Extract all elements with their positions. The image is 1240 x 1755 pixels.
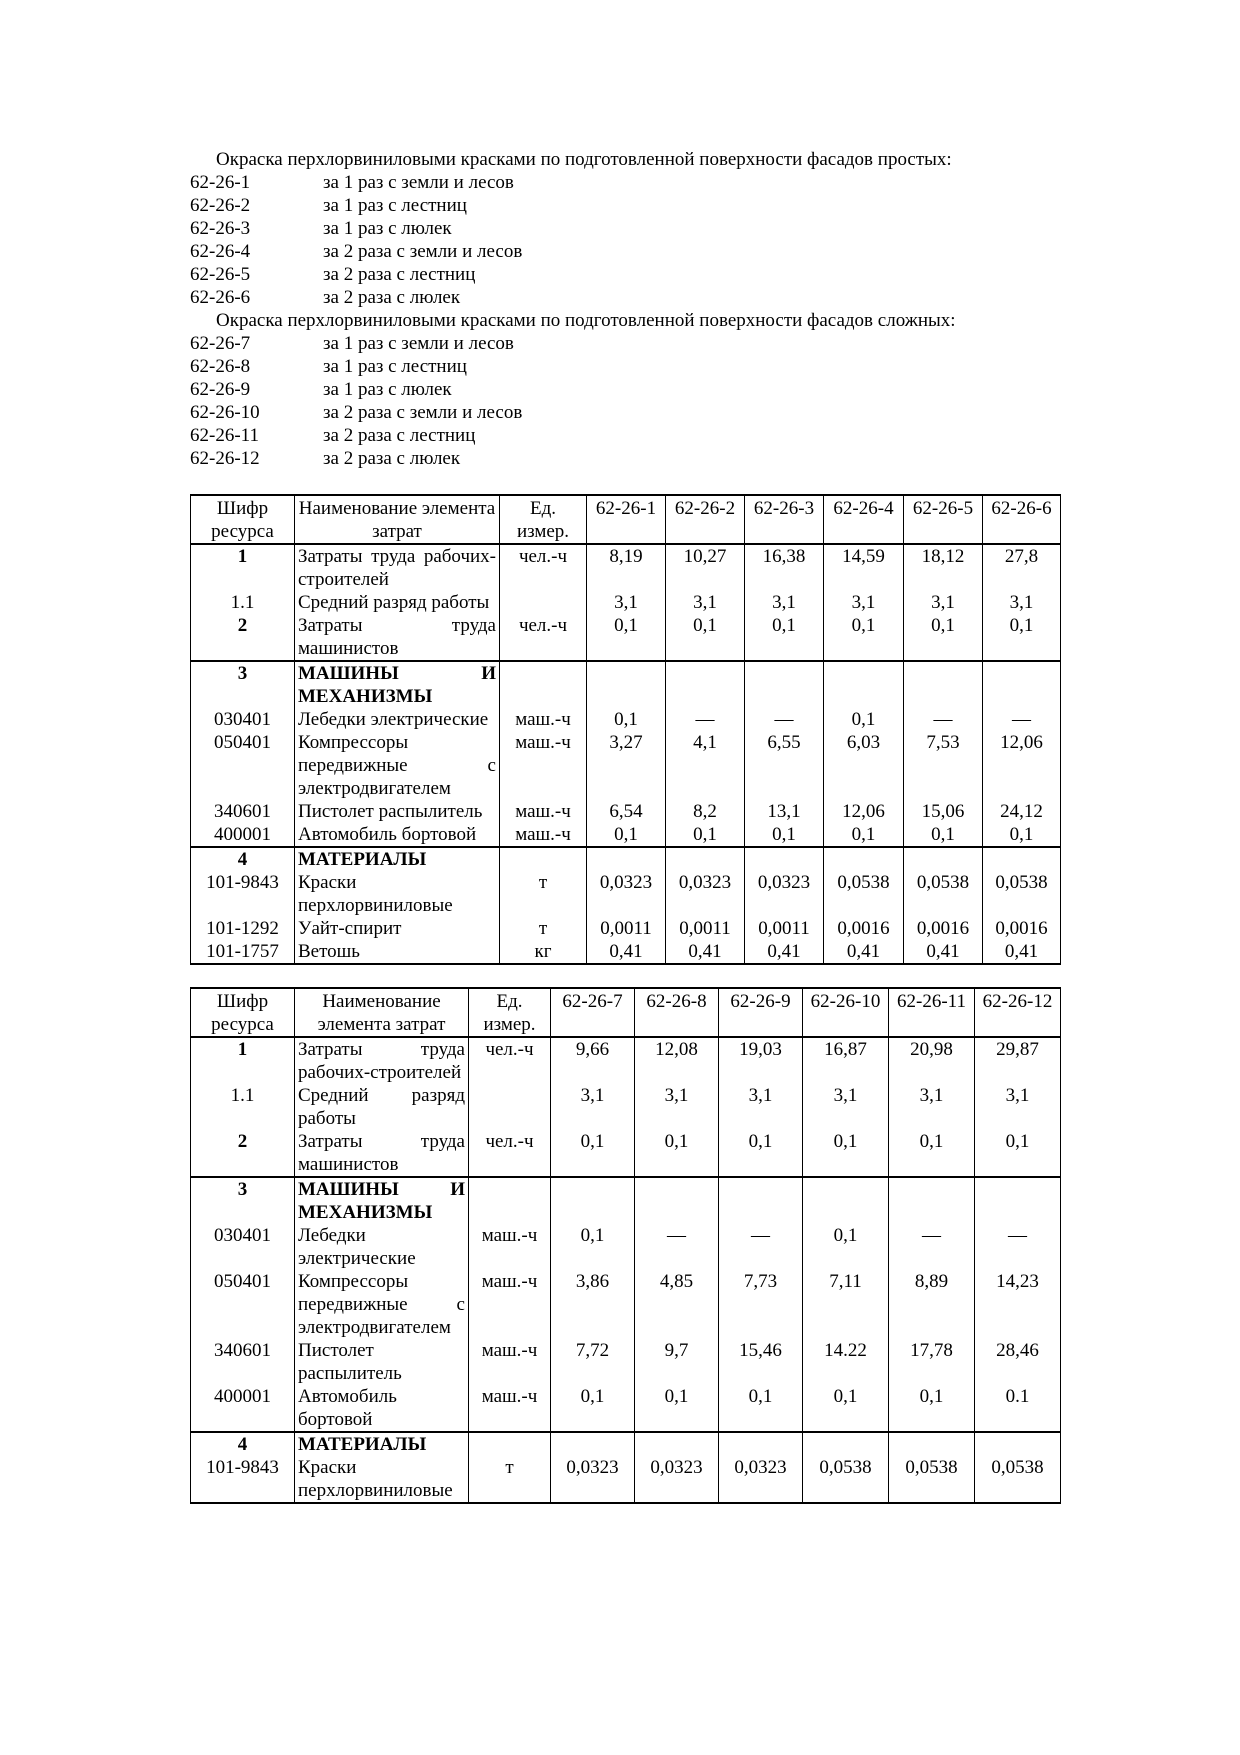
list-item — [190, 447, 1060, 470]
row-value: 3,1 — [551, 1084, 635, 1130]
row-value: 3,86 — [551, 1270, 635, 1339]
row-value: 0,0538 — [904, 871, 983, 917]
table-body — [191, 1037, 1061, 1503]
row-unit — [500, 591, 587, 614]
row-value — [824, 661, 904, 708]
header-column: 62-26-3 — [745, 495, 824, 544]
row-value: 0,0016 — [904, 917, 983, 940]
row-name: Компрессоры передвижные с электродвигателем — [295, 731, 500, 800]
row-value: 8,19 — [587, 544, 666, 591]
row-value: 0,1 — [587, 823, 666, 847]
row-value: 0,0016 — [824, 917, 904, 940]
table-row — [191, 544, 1061, 591]
item-code: 62-26-11 — [190, 425, 259, 446]
table-row — [191, 1084, 1061, 1130]
row-unit: т — [500, 917, 587, 940]
item-code: 62-26-10 — [190, 402, 260, 423]
row-value: 7,53 — [904, 731, 983, 800]
row-value: 0,1 — [635, 1385, 719, 1432]
item-text: за 2 раза с люлек — [323, 448, 461, 469]
row-unit — [469, 1084, 551, 1130]
item-text: за 1 раз с земли и лесов — [323, 333, 514, 354]
row-value: 15,46 — [719, 1339, 803, 1385]
row-value — [904, 847, 983, 871]
table-row — [191, 1270, 1061, 1339]
header-name: Наименование элемента затрат — [295, 988, 469, 1037]
table-row — [191, 708, 1061, 731]
header-column: 62-26-12 — [975, 988, 1061, 1037]
row-unit: маш.-ч — [469, 1270, 551, 1339]
row-value — [975, 1432, 1061, 1456]
row-value: 0.1 — [975, 1385, 1061, 1432]
header-column: 62-26-4 — [824, 495, 904, 544]
row-value: 0,41 — [824, 940, 904, 964]
resource-table-simple — [190, 494, 1061, 965]
row-value — [587, 847, 666, 871]
table-row — [191, 1224, 1061, 1270]
row-value: 3,1 — [803, 1084, 889, 1130]
row-value: 0,0538 — [824, 871, 904, 917]
row-name: МАШИНЫ И МЕХАНИЗМЫ — [295, 1177, 469, 1224]
row-value — [551, 1177, 635, 1224]
row-value: 3,1 — [635, 1084, 719, 1130]
list-item — [190, 171, 1060, 194]
row-value: 0,1 — [587, 708, 666, 731]
row-value: 17,78 — [889, 1339, 975, 1385]
row-unit: чел.-ч — [500, 544, 587, 591]
row-value: 3,1 — [666, 591, 745, 614]
header-code: Шифр ресурса — [191, 495, 295, 544]
item-code: 62-26-7 — [190, 333, 251, 354]
item-code: 62-26-1 — [190, 172, 251, 193]
row-name: Затраты труда машинистов — [295, 1130, 469, 1177]
row-value — [803, 1432, 889, 1456]
row-value: 0,0538 — [983, 871, 1061, 917]
row-value: 0,1 — [889, 1385, 975, 1432]
code-list-simple — [190, 171, 1060, 309]
table-row — [191, 1037, 1061, 1084]
row-value — [803, 1177, 889, 1224]
item-code: 62-26-6 — [190, 287, 251, 308]
row-value: 20,98 — [889, 1037, 975, 1084]
row-value: 9,7 — [635, 1339, 719, 1385]
item-code: 62-26-4 — [190, 241, 251, 262]
item-text: за 2 раза с лестниц — [323, 425, 476, 446]
row-value: 0,41 — [904, 940, 983, 964]
row-value: 10,27 — [666, 544, 745, 591]
row-code: 101-1292 — [191, 917, 295, 940]
row-name: Лебедки электрические — [295, 708, 500, 731]
row-unit: маш.-ч — [469, 1339, 551, 1385]
row-value: 0,1 — [803, 1224, 889, 1270]
table-row — [191, 661, 1061, 708]
item-text: за 2 раза с люлек — [323, 287, 461, 308]
row-value: 6,55 — [745, 731, 824, 800]
row-name: Затраты труда рабочих-строителей — [295, 1037, 469, 1084]
row-unit: маш.-ч — [469, 1224, 551, 1270]
list-item — [190, 378, 1060, 401]
row-value: 12,08 — [635, 1037, 719, 1084]
row-code: 1 — [191, 544, 295, 591]
row-value: 18,12 — [904, 544, 983, 591]
row-value: 7,11 — [803, 1270, 889, 1339]
row-value — [635, 1432, 719, 1456]
row-code: 340601 — [191, 1339, 295, 1385]
row-value: 0,1 — [824, 708, 904, 731]
list-item — [190, 263, 1060, 286]
table-row — [191, 1130, 1061, 1177]
row-value: 0,41 — [666, 940, 745, 964]
row-value: 3,1 — [719, 1084, 803, 1130]
row-code: 030401 — [191, 708, 295, 731]
table-row — [191, 614, 1061, 661]
row-unit — [500, 847, 587, 871]
section-title-complex: Окраска перхлорвиниловыми красками по подготовленной поверхности фасадов сложных: — [216, 310, 956, 331]
row-name: Средний разряд работы — [295, 591, 500, 614]
row-value: 0,1 — [551, 1130, 635, 1177]
table-row — [191, 917, 1061, 940]
row-code: 1 — [191, 1037, 295, 1084]
row-value: — — [666, 708, 745, 731]
row-unit: кг — [500, 940, 587, 964]
row-unit — [469, 1432, 551, 1456]
row-value: 0,0323 — [587, 871, 666, 917]
row-value: 0,1 — [983, 823, 1061, 847]
row-value — [719, 1177, 803, 1224]
row-value: 0,0323 — [666, 871, 745, 917]
header-column: 62-26-10 — [803, 988, 889, 1037]
row-code: 101-9843 — [191, 871, 295, 917]
item-text: за 2 раза с лестниц — [323, 264, 476, 285]
table-row — [191, 940, 1061, 964]
row-value — [889, 1177, 975, 1224]
row-value: 0,1 — [719, 1385, 803, 1432]
row-code: 340601 — [191, 800, 295, 823]
row-value: 7,73 — [719, 1270, 803, 1339]
row-value: 16,38 — [745, 544, 824, 591]
row-value — [635, 1177, 719, 1224]
table-row — [191, 1456, 1061, 1503]
table-row — [191, 1385, 1061, 1432]
row-value: 28,46 — [975, 1339, 1061, 1385]
list-item — [190, 286, 1060, 309]
row-name: Автомобиль бортовой — [295, 1385, 469, 1432]
row-value: 0,1 — [635, 1130, 719, 1177]
row-value: 0,41 — [745, 940, 824, 964]
row-name: МАТЕРИАЛЫ — [295, 847, 500, 871]
row-code: 1.1 — [191, 591, 295, 614]
list-item — [190, 332, 1060, 355]
section-title-simple: Окраска перхлорвиниловыми красками по подготовленной поверхности фасадов простых: — [216, 149, 952, 170]
table-row — [191, 847, 1061, 871]
table-body — [191, 544, 1061, 964]
row-value: 6,03 — [824, 731, 904, 800]
row-value — [666, 847, 745, 871]
row-name: МАШИНЫ И МЕХАНИЗМЫ — [295, 661, 500, 708]
row-value: 3,1 — [587, 591, 666, 614]
row-value: 0,1 — [824, 614, 904, 661]
row-name: Ветошь — [295, 940, 500, 964]
row-name: Пистолет распылитель — [295, 1339, 469, 1385]
row-value: 3,1 — [824, 591, 904, 614]
row-unit — [469, 1177, 551, 1224]
header-column: 62-26-11 — [889, 988, 975, 1037]
row-code: 101-9843 — [191, 1456, 295, 1503]
table-row — [191, 871, 1061, 917]
row-name: Краски перхлорвиниловые — [295, 1456, 469, 1503]
header-column: 62-26-7 — [551, 988, 635, 1037]
row-value: 0,1 — [975, 1130, 1061, 1177]
row-code: 050401 — [191, 1270, 295, 1339]
table-row — [191, 1177, 1061, 1224]
row-value: 0,1 — [904, 614, 983, 661]
row-unit: т — [500, 871, 587, 917]
row-value: 0,0011 — [666, 917, 745, 940]
row-value: 0,0538 — [975, 1456, 1061, 1503]
row-name: МАТЕРИАЛЫ — [295, 1432, 469, 1456]
row-value: 0,1 — [666, 614, 745, 661]
row-value: 0,1 — [889, 1130, 975, 1177]
row-code: 4 — [191, 1432, 295, 1456]
row-unit: маш.-ч — [500, 800, 587, 823]
row-unit: чел.-ч — [500, 614, 587, 661]
row-name: Затраты труда рабочих-строителей — [295, 544, 500, 591]
header-column: 62-26-8 — [635, 988, 719, 1037]
row-value: 0,1 — [719, 1130, 803, 1177]
row-code: 030401 — [191, 1224, 295, 1270]
code-list-complex — [190, 332, 1060, 470]
row-unit: маш.-ч — [469, 1385, 551, 1432]
row-unit: т — [469, 1456, 551, 1503]
row-value: 7,72 — [551, 1339, 635, 1385]
row-value: 3,27 — [587, 731, 666, 800]
row-value: 27,8 — [983, 544, 1061, 591]
row-unit: маш.-ч — [500, 823, 587, 847]
row-value: 0,1 — [551, 1385, 635, 1432]
list-item — [190, 240, 1060, 263]
table-row — [191, 591, 1061, 614]
table-header-row — [191, 988, 1061, 1037]
row-value: 12,06 — [983, 731, 1061, 800]
row-value — [587, 661, 666, 708]
header-column: 62-26-5 — [904, 495, 983, 544]
row-value: — — [975, 1224, 1061, 1270]
row-value — [719, 1432, 803, 1456]
row-value — [666, 661, 745, 708]
header-unit: Ед. измер. — [500, 495, 587, 544]
header-column: 62-26-1 — [587, 495, 666, 544]
table-row — [191, 1432, 1061, 1456]
row-value: 6,54 — [587, 800, 666, 823]
item-text: за 2 раза с земли и лесов — [323, 402, 523, 423]
row-code: 1.1 — [191, 1084, 295, 1130]
row-code: 2 — [191, 1130, 295, 1177]
row-name: Краски перхлорвиниловые — [295, 871, 500, 917]
row-name: Автомобиль бортовой — [295, 823, 500, 847]
row-value: — — [745, 708, 824, 731]
row-value — [983, 847, 1061, 871]
row-value: 0,0323 — [719, 1456, 803, 1503]
row-value: — — [719, 1224, 803, 1270]
row-value — [551, 1432, 635, 1456]
row-code: 3 — [191, 661, 295, 708]
row-value: 29,87 — [975, 1037, 1061, 1084]
row-value: 3,1 — [975, 1084, 1061, 1130]
row-value: — — [904, 708, 983, 731]
list-item — [190, 424, 1060, 447]
row-value: 14.22 — [803, 1339, 889, 1385]
header-column: 62-26-9 — [719, 988, 803, 1037]
row-value: 0,1 — [803, 1385, 889, 1432]
row-value — [889, 1432, 975, 1456]
row-value: 9,66 — [551, 1037, 635, 1084]
row-value: 3,1 — [889, 1084, 975, 1130]
row-value — [824, 847, 904, 871]
row-value: 0,0538 — [889, 1456, 975, 1503]
row-value — [975, 1177, 1061, 1224]
row-name: Пистолет распылитель — [295, 800, 500, 823]
row-value: 13,1 — [745, 800, 824, 823]
item-code: 62-26-5 — [190, 264, 251, 285]
list-item — [190, 217, 1060, 240]
row-value: 0,0323 — [635, 1456, 719, 1503]
row-value: 3,1 — [983, 591, 1061, 614]
item-code: 62-26-3 — [190, 218, 251, 239]
row-name: Средний разряд работы — [295, 1084, 469, 1130]
item-text: за 1 раз с лестниц — [323, 195, 467, 216]
row-value: 0,0538 — [803, 1456, 889, 1503]
row-value — [983, 661, 1061, 708]
table-row — [191, 731, 1061, 800]
row-name: Лебедки электрические — [295, 1224, 469, 1270]
row-value: 14,59 — [824, 544, 904, 591]
row-value — [904, 661, 983, 708]
row-value: 0,1 — [745, 823, 824, 847]
list-item — [190, 401, 1060, 424]
document-page — [190, 148, 1060, 1504]
table-row — [191, 1339, 1061, 1385]
table-row — [191, 823, 1061, 847]
row-value: 15,06 — [904, 800, 983, 823]
list-item — [190, 194, 1060, 217]
item-code: 62-26-8 — [190, 356, 251, 377]
item-text: за 1 раз с земли и лесов — [323, 172, 514, 193]
row-unit: маш.-ч — [500, 731, 587, 800]
table-header-row — [191, 495, 1061, 544]
row-value: 4,1 — [666, 731, 745, 800]
row-value — [745, 661, 824, 708]
item-text: за 1 раз с люлек — [323, 379, 452, 400]
row-code: 101-1757 — [191, 940, 295, 964]
item-code: 62-26-12 — [190, 448, 260, 469]
row-value: 16,87 — [803, 1037, 889, 1084]
item-text: за 2 раза с земли и лесов — [323, 241, 523, 262]
row-code: 2 — [191, 614, 295, 661]
header-column: 62-26-6 — [983, 495, 1061, 544]
row-value: 0,1 — [803, 1130, 889, 1177]
row-value: 12,06 — [824, 800, 904, 823]
row-code: 050401 — [191, 731, 295, 800]
row-value: 0,0011 — [587, 917, 666, 940]
header-code: Шифр ресурса — [191, 988, 295, 1037]
row-value: — — [635, 1224, 719, 1270]
row-code: 400001 — [191, 823, 295, 847]
row-value: — — [983, 708, 1061, 731]
row-unit: маш.-ч — [500, 708, 587, 731]
row-name: Компрессоры передвижные с электродвигателем — [295, 1270, 469, 1339]
list-item — [190, 355, 1060, 378]
row-unit: чел.-ч — [469, 1130, 551, 1177]
row-code: 400001 — [191, 1385, 295, 1432]
row-value: 0,1 — [587, 614, 666, 661]
row-value: 8,2 — [666, 800, 745, 823]
row-value: 0,1 — [983, 614, 1061, 661]
row-value: — — [889, 1224, 975, 1270]
item-text: за 1 раз с люлек — [323, 218, 452, 239]
row-value: 0,1 — [745, 614, 824, 661]
row-value: 0,41 — [983, 940, 1061, 964]
row-value: 0,1 — [551, 1224, 635, 1270]
row-value: 0,1 — [904, 823, 983, 847]
row-value — [745, 847, 824, 871]
row-value: 0,0016 — [983, 917, 1061, 940]
row-value: 19,03 — [719, 1037, 803, 1084]
item-code: 62-26-9 — [190, 379, 251, 400]
row-value: 24,12 — [983, 800, 1061, 823]
header-name: Наименование элемента затрат — [295, 495, 500, 544]
row-value: 0,1 — [666, 823, 745, 847]
row-name: Уайт-спирит — [295, 917, 500, 940]
row-value: 8,89 — [889, 1270, 975, 1339]
table-row — [191, 800, 1061, 823]
row-unit: чел.-ч — [469, 1037, 551, 1084]
row-value: 0,0323 — [745, 871, 824, 917]
row-value: 3,1 — [904, 591, 983, 614]
row-name: Затраты труда машинистов — [295, 614, 500, 661]
item-text: за 1 раз с лестниц — [323, 356, 467, 377]
row-value: 0,1 — [824, 823, 904, 847]
header-unit: Ед. измер. — [469, 988, 551, 1037]
row-value: 0,0011 — [745, 917, 824, 940]
row-code: 3 — [191, 1177, 295, 1224]
row-code: 4 — [191, 847, 295, 871]
row-value: 0,41 — [587, 940, 666, 964]
resource-table-complex — [190, 987, 1061, 1504]
header-column: 62-26-2 — [666, 495, 745, 544]
row-unit — [500, 661, 587, 708]
row-value: 3,1 — [745, 591, 824, 614]
item-code: 62-26-2 — [190, 195, 251, 216]
row-value: 4,85 — [635, 1270, 719, 1339]
row-value: 0,0323 — [551, 1456, 635, 1503]
row-value: 14,23 — [975, 1270, 1061, 1339]
